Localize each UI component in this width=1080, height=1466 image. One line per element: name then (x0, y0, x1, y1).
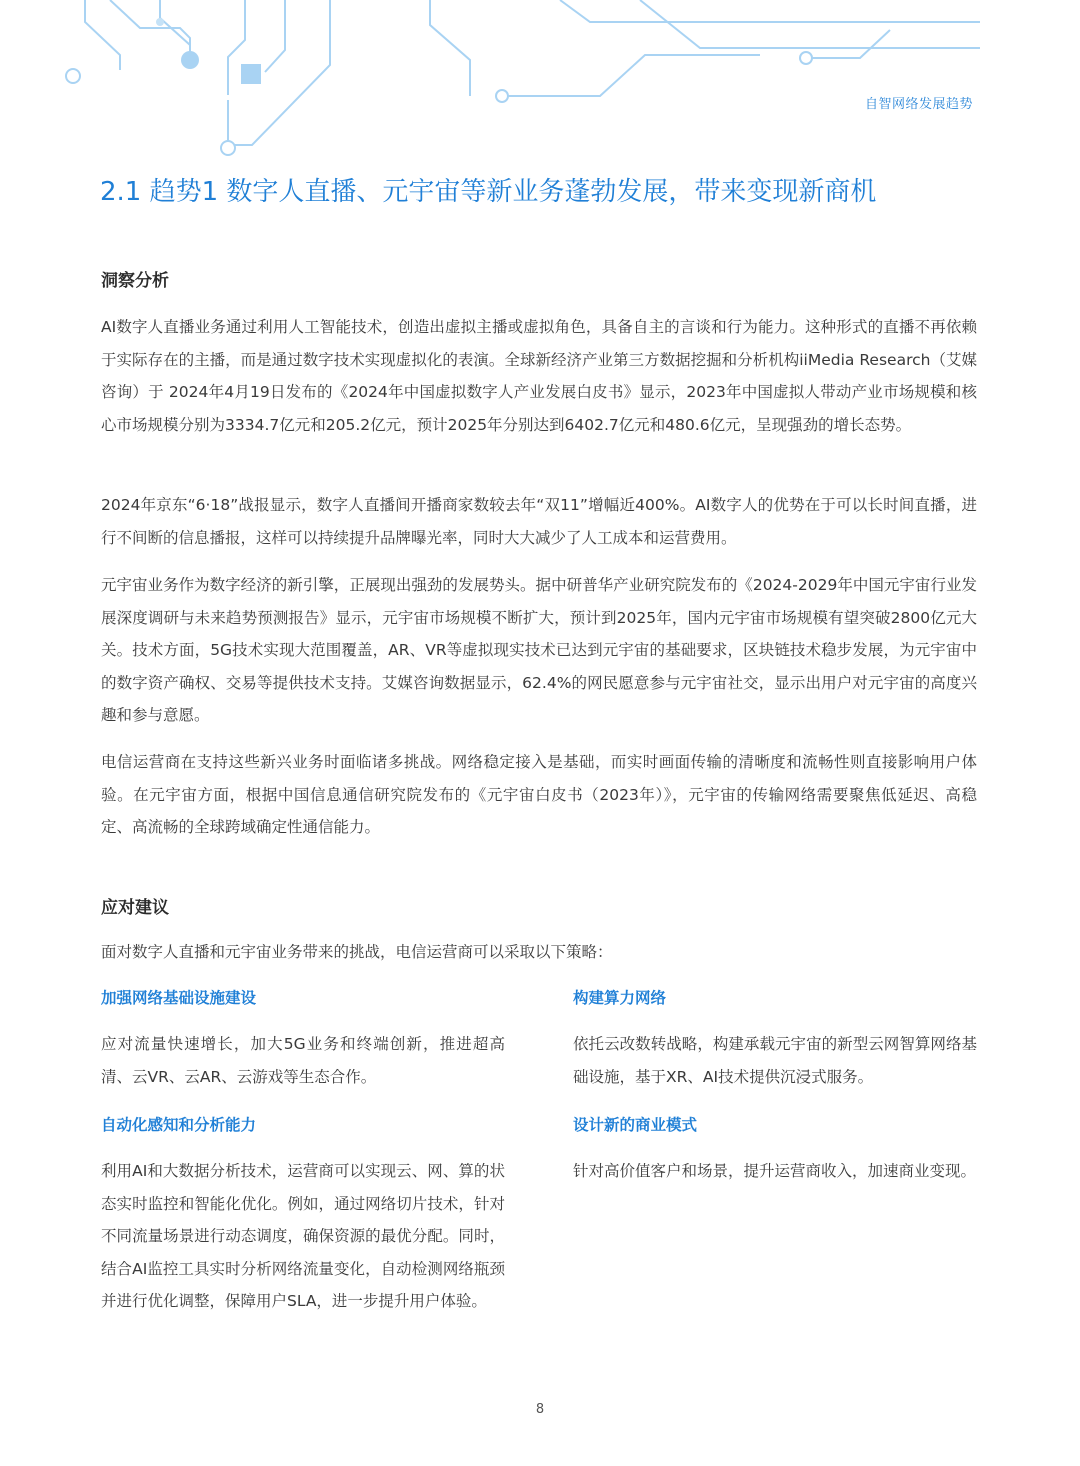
strategy-desc: 依托云改数转战略，构建承载元宇宙的新型云网智算网络基础设施，基于XR、AI技术提供沉浸式服务。 (573, 1035, 977, 1086)
circuit-decoration (0, 0, 1080, 170)
strategy-computing-network (573, 986, 977, 1093)
strategy-desc: 针对高价值客户和场景，提升运营商收入，加速商业变现。 (573, 1162, 977, 1180)
insight-paragraph-4: 电信运营商在支持这些新兴业务时面临诸多挑战。网络稳定接入是基础，而实时画面传输的清晰度和流畅性则直接影响用户体验。在元宇宙方面，根据中国信息通信研究院发布的《元宇宙白皮书（2023年）》，元宇宙的传输网络需要聚焦低延迟、高稳定、高流畅的全球跨域确定性通信能力。 (101, 753, 977, 836)
section-title: 2.1 趋势1 数字人直播、元宇宙等新业务蓬勃发展，带来变现新商机 (100, 177, 877, 207)
insight-paragraph-3: 元宇宙业务作为数字经济的新引擎，正展现出强劲的发展势头。据中研普华产业研究院发布的《2024-2029年中国元宇宙行业发展深度调研与未来趋势预测报告》显示，元宇宙市场规模不断扩大，预计到2025年，国内元宇宙市场规模有望突破2800亿元大关。技术方面，5G技术实现大范围覆盖，AR、VR等虚拟现实技术已达到元宇宙的基础要求，区块链技术稳步发展，为元宇宙中的数字资产确权、交易等提供技术支持。艾媒咨询数据显示，62.4%的网民愿意参与元宇宙社交，显示出用户对元宇宙的高度兴趣和参与意愿。 (101, 576, 977, 724)
suggestions-intro: 面对数字人直播和元宇宙业务带来的挑战，电信运营商可以采取以下策略： (101, 943, 613, 961)
strategy-title: 构建算力网络 (573, 989, 667, 1007)
strategy-desc: 利用AI和大数据分析技术，运营商可以实现云、网、算的状态实时监控和智能化优化。例如，通过网络切片技术，针对不同流量场景进行动态调度，确保资源的最优分配。同时，结合AI监控工具实时分析网络流量变化，自动检测网络瓶颈并进行优化调整，保障用户SLA，进一步提升用户体验。 (101, 1162, 505, 1310)
insight-paragraph-1: AI数字人直播业务通过利用人工智能技术，创造出虚拟主播或虚拟角色，具备自主的言谈和行为能力。这种形式的直播不再依赖于实际存在的主播，而是通过数字技术实现虚拟化的表演。全球新经济产业第三方数据挖掘和分析机构iiMedia Research（艾媒咨询）于 2024年4月19日发布的《2024年中国虚拟数字人产业发展白皮书》显示，2023年中国虚拟人带动产业市场规模和核心市场规模分别为3334.7亿元和205.2亿元，预计2025年分别达到6402.7亿元和480.6亿元，呈现强劲的增长态势。 (101, 318, 977, 434)
strategy-desc: 应对流量快速增长，加大5G业务和终端创新，推进超高清、云VR、云AR、云游戏等生态合作。 (101, 1035, 505, 1086)
strategy-title: 自动化感知和分析能力 (101, 1116, 257, 1134)
insight-heading: 洞察分析 (101, 271, 169, 291)
strategy-title: 设计新的商业模式 (573, 1116, 698, 1134)
strategy-title: 加强网络基础设施建设 (101, 989, 257, 1007)
page-number: 8 (535, 1402, 545, 1417)
strategy-business-model (573, 1113, 977, 1188)
strategy-network-infrastructure (101, 986, 505, 1093)
strategy-automated-analysis (101, 1113, 505, 1318)
insight-paragraph-2: 2024年京东“6·18”战报显示，数字人直播间开播商家数较去年“双11”增幅近400%。AI数字人的优势在于可以长时间直播，进行不间断的信息播报，这样可以持续提升品牌曝光率，同时大大减少了人工成本和运营费用。 (101, 496, 977, 547)
header-label: 自智网络发展趋势 (864, 97, 973, 112)
suggestions-heading: 应对建议 (101, 898, 169, 918)
